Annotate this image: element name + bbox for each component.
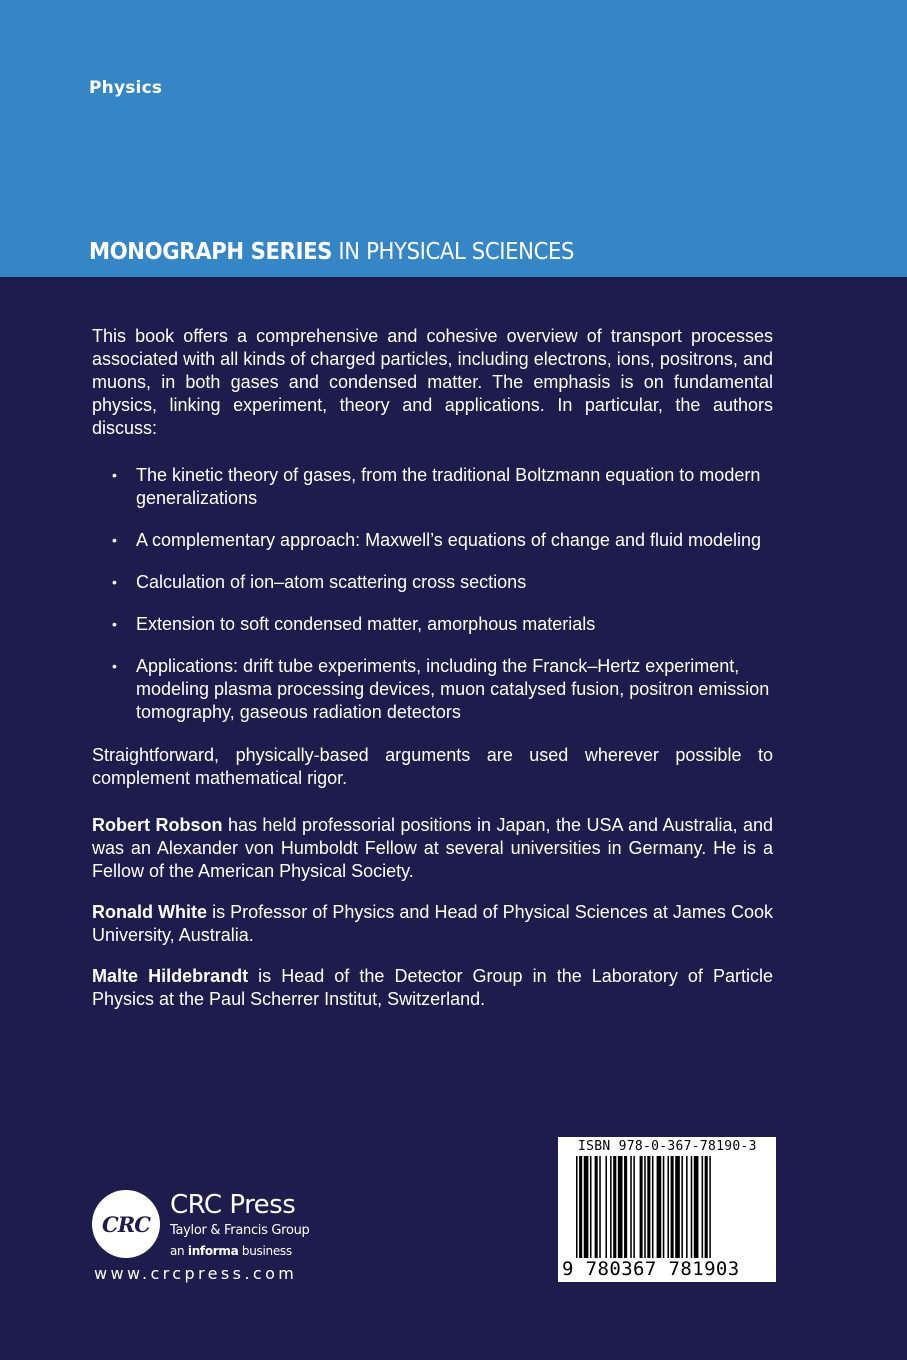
topic-item	[92, 571, 773, 594]
barcode-bar	[663, 1156, 665, 1264]
barcode-bar	[579, 1156, 582, 1264]
topic-item	[92, 464, 773, 510]
author-bio	[92, 901, 773, 947]
barcode-bar	[705, 1156, 708, 1264]
barcode-bar	[595, 1156, 598, 1264]
barcode-bar	[640, 1156, 643, 1264]
barcode-bar	[599, 1156, 601, 1264]
publisher-name: CRC Press	[170, 1190, 296, 1220]
barcode-bar	[694, 1156, 699, 1264]
author-name: Ronald White	[92, 902, 208, 922]
topic-text: A complementary approach: Maxwell’s equations of change and fluid modeling	[136, 530, 762, 550]
topic-text: Applications: drift tube experiments, including the Franck–Hertz experiment, modeling plasma processing devices, muon catalysed fusion, positron emission tomography, gaseous radiation detectors	[136, 656, 770, 722]
topic-item	[92, 655, 773, 724]
barcode-bar	[671, 1156, 674, 1264]
publisher-group: Taylor & Francis Group	[170, 1223, 310, 1238]
topic-item	[92, 613, 773, 636]
barcode-bar	[647, 1156, 650, 1264]
barcode-bar	[605, 1156, 607, 1264]
author-bio-text: is Head of the Detector Group in the Laboratory of Particle Physics at the Paul Scherrer Institut, Switzerland.	[92, 966, 773, 1009]
barcode-bar	[630, 1156, 632, 1264]
barcode-bar	[686, 1156, 688, 1264]
series-title-bold: MONOGRAPH SERIES	[89, 239, 333, 265]
business-bold: informa	[187, 1244, 239, 1258]
barcode-bar	[681, 1156, 683, 1264]
bullet-icon: •	[112, 616, 117, 632]
back-cover-text	[92, 325, 773, 1029]
isbn-barcode	[558, 1137, 776, 1282]
barcode-bar	[667, 1156, 669, 1264]
author-bio-text: is Professor of Physics and Head of Physical Sciences at James Cook University, Australia.	[92, 902, 773, 945]
author-bio	[92, 814, 773, 883]
subject-label: Physics	[89, 78, 163, 98]
topic-list	[92, 464, 773, 724]
business-prefix: an	[170, 1244, 188, 1258]
barcode-bar	[709, 1156, 711, 1264]
barcode-bar	[702, 1156, 704, 1264]
bullet-icon: •	[112, 574, 117, 590]
topic-item	[92, 529, 773, 552]
barcode-bar	[657, 1156, 662, 1264]
author-bio	[92, 965, 773, 1011]
topic-text: Calculation of ion–atom scattering cross sections	[136, 572, 527, 592]
bullet-icon: •	[112, 467, 117, 483]
topic-text: The kinetic theory of gases, from the traditional Boltzmann equation to modern generalizations	[136, 465, 761, 508]
bullet-icon: •	[112, 658, 117, 674]
barcode-bar	[624, 1156, 627, 1264]
barcode-bar	[675, 1156, 680, 1264]
barcode-bar	[576, 1156, 578, 1264]
author-name: Malte Hildebrandt	[92, 966, 249, 986]
business-suffix: business	[238, 1244, 292, 1258]
author-name: Robert Robson	[92, 815, 223, 835]
barcode-bar	[584, 1156, 589, 1264]
barcode-bar	[610, 1156, 612, 1264]
barcode-bar	[618, 1156, 623, 1264]
isbn-label: ISBN 978-0-367-78190-3	[578, 1139, 757, 1154]
series-title	[89, 239, 574, 265]
barcode-bar	[644, 1156, 646, 1264]
barcode-bar	[691, 1156, 693, 1264]
bullet-icon: •	[112, 532, 117, 548]
closing-paragraph: Straightforward, physically-based arguments are used wherever possible to complement mathematical rigor.	[92, 745, 773, 788]
barcode-bar	[590, 1156, 592, 1264]
series-title-rest: IN PHYSICAL SCIENCES	[332, 239, 575, 265]
logo-text: CRC	[102, 1211, 150, 1237]
barcode-bars-icon	[576, 1156, 758, 1264]
barcode-bar	[652, 1156, 654, 1264]
barcode-bar	[613, 1156, 616, 1264]
crc-logo-icon	[92, 1190, 160, 1258]
topic-text: Extension to soft condensed matter, amorphous materials	[136, 614, 596, 634]
isbn-number: 9 780367 781903	[562, 1258, 740, 1280]
barcode-bar	[633, 1156, 635, 1264]
publisher-url: www.crcpress.com	[94, 1264, 298, 1283]
publisher-business	[170, 1244, 292, 1258]
intro-paragraph: This book offers a comprehensive and cohesive overview of transport processes associated with all kinds of charged particles, including electrons, ions, positrons, and muons, in both gases and condensed matter. The emphasis is on fundamental physics, linking experiment, theory and applications. In particular, the authors discuss:	[92, 326, 773, 438]
top-color-band	[0, 0, 907, 277]
author-bio-text: has held professorial positions in Japan, the USA and Australia, and was an Alexander von Humboldt Fellow at several universities in Germany. He is a Fellow of the American Physical Society.	[92, 815, 773, 881]
